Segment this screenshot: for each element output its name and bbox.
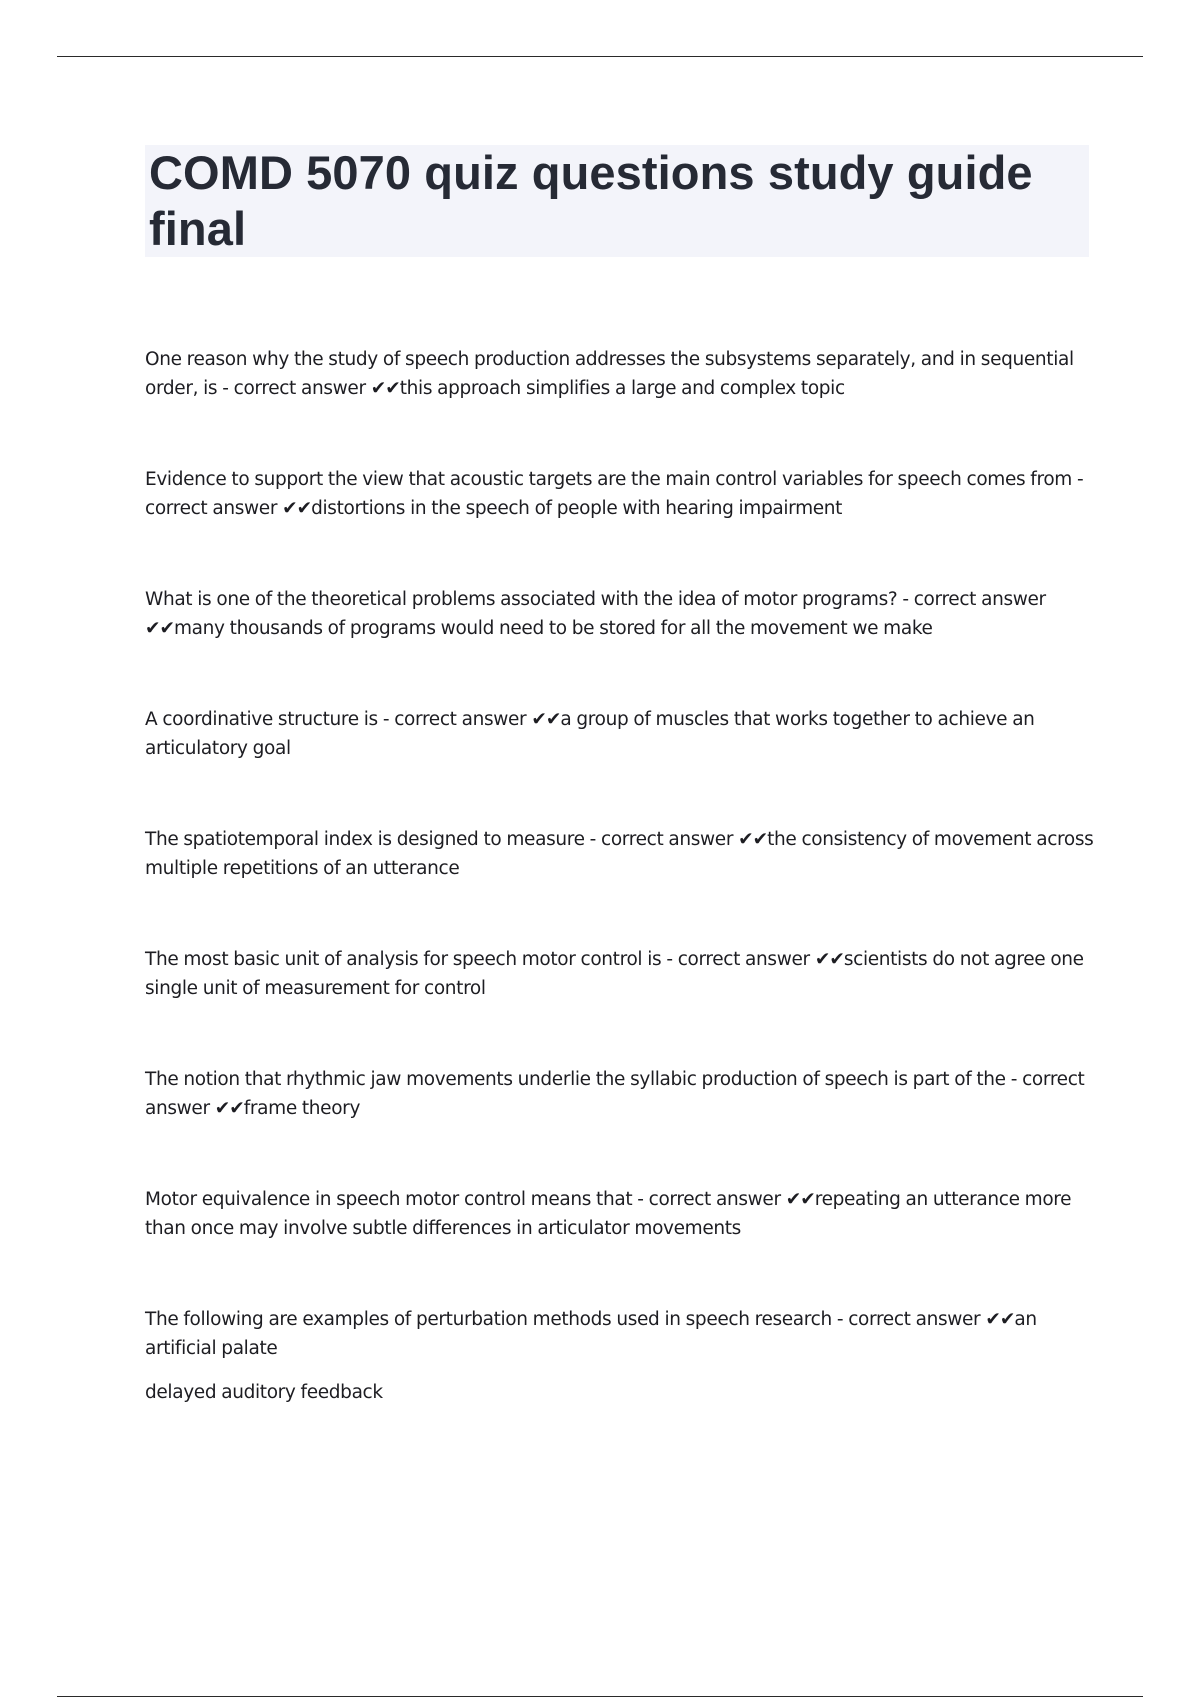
answer-label: correct answer (601, 829, 734, 850)
answer-label: correct answer (648, 1189, 781, 1210)
qa-text: One reason why the study of speech production addresses the subsystems separately, and in sequential order, is - correct answer ✔✔this approach simplifies a large and complex topic (145, 349, 1074, 399)
double-check-icon: ✔✔ (214, 1098, 244, 1119)
answer-label: correct answer (677, 949, 810, 970)
double-check-icon: ✔✔ (985, 1309, 1015, 1330)
qa-item-9 (145, 1305, 1095, 1407)
double-check-icon: ✔✔ (738, 829, 768, 850)
qa-text: The following are examples of perturbation methods used in speech research - correct answer ✔✔an artificial palate (145, 1309, 1037, 1359)
title-block (145, 145, 1089, 257)
answer-text: an artificial palate (145, 1309, 1037, 1359)
answer-label: correct answer (233, 378, 366, 399)
qa-text: Evidence to support the view that acoustic targets are the main control variables for speech comes from - correct answer ✔✔distortions in the speech of people with hearing impairment (145, 469, 1084, 519)
answer-label: correct answer (145, 498, 278, 519)
qa-text: The most basic unit of analysis for speech motor control is - correct answer ✔✔scientists do not agree one single unit of measurement for control (145, 949, 1084, 999)
qa-item-6 (145, 945, 1095, 1003)
qa-item-1 (145, 345, 1095, 403)
qa-text: The spatiotemporal index is designed to measure - correct answer ✔✔the consistency of movement across multiple repetitions of an utterance (145, 829, 1094, 879)
qa-text: A coordinative structure is - correct answer ✔✔a group of muscles that works together to achieve an articulatory goal (145, 709, 1035, 759)
answer-text: many thousands of programs would need to be stored for all the movement we make (174, 618, 933, 639)
double-check-icon: ✔✔ (785, 1189, 815, 1210)
double-check-icon: ✔✔ (814, 949, 844, 970)
answer-text: repeating an utterance more than once may involve subtle differences in articulator movements (145, 1189, 1072, 1239)
bottom-rule (57, 1696, 1143, 1697)
question-text: Motor equivalence in speech motor control means that (145, 1189, 633, 1210)
question-text: The following are examples of perturbation methods used in speech research (145, 1309, 832, 1330)
qa-text: Motor equivalence in speech motor control means that - correct answer ✔✔repeating an utterance more than once may involve subtle differences in articulator movements (145, 1189, 1072, 1239)
answer-label: correct answer (848, 1309, 981, 1330)
answer-text: this approach simplifies a large and complex topic (399, 378, 845, 399)
question-text: What is one of the theoretical problems associated with the idea of motor programs? (145, 589, 898, 610)
page-title: COMD 5070 quiz questions study guide final (149, 146, 1033, 255)
answer-text: a group of muscles that works together to achieve an articulatory goal (145, 709, 1035, 759)
answer-label: correct answer (394, 709, 527, 730)
qa-text: What is one of the theoretical problems associated with the idea of motor programs? - correct answer ✔✔many thousands of programs would need to be stored for all the movement we make (145, 589, 1046, 639)
answer-text: the consistency of movement across multiple repetitions of an utterance (145, 829, 1094, 879)
question-text: One reason why the study of speech production addresses the subsystems separately, and in sequential order, is (145, 349, 1074, 399)
double-check-icon: ✔✔ (145, 618, 175, 639)
qa-item-7 (145, 1065, 1095, 1123)
answer-text: distortions in the speech of people with hearing impairment (311, 498, 843, 519)
question-text: The most basic unit of analysis for speech motor control is (145, 949, 662, 970)
answer-text: frame theory (243, 1098, 361, 1119)
double-check-icon: ✔✔ (370, 378, 400, 399)
double-check-icon: ✔✔ (531, 709, 561, 730)
qa-item-4 (145, 705, 1095, 763)
question-text: A coordinative structure is (145, 709, 378, 730)
answer-label: correct answer (913, 589, 1046, 610)
answer-label: correct answer (145, 1069, 1085, 1119)
qa-item-3 (145, 585, 1095, 643)
answer-extra-line: delayed auditory feedback (145, 1382, 383, 1403)
answer-text: scientists do not agree one single unit of measurement for control (145, 949, 1084, 999)
qa-item-5 (145, 825, 1095, 883)
qa-item-2 (145, 465, 1095, 523)
question-text: Evidence to support the view that acoustic targets are the main control variables for speech comes from (145, 469, 1072, 490)
qa-text: The notion that rhythmic jaw movements underlie the syllabic production of speech is part of the - correct answer ✔✔frame theory (145, 1069, 1085, 1119)
qa-item-8 (145, 1185, 1095, 1243)
top-rule (57, 56, 1143, 57)
question-text: The notion that rhythmic jaw movements underlie the syllabic production of speech is part of the (145, 1069, 1006, 1090)
double-check-icon: ✔✔ (282, 498, 312, 519)
question-text: The spatiotemporal index is designed to measure (145, 829, 585, 850)
